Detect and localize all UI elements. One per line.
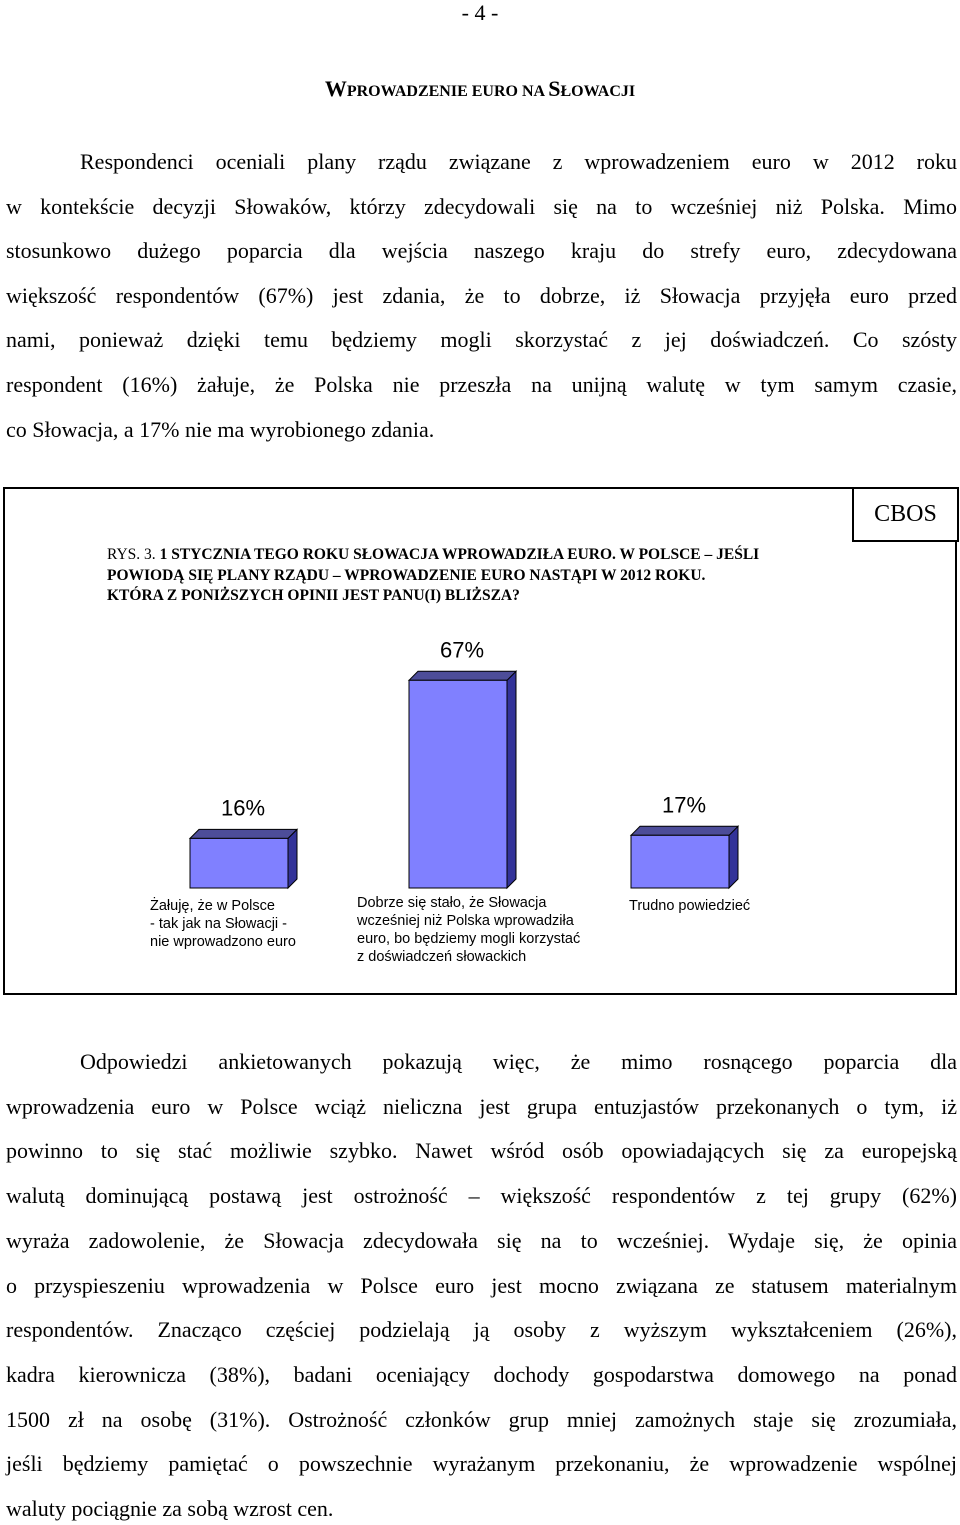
bar-top [409, 671, 516, 680]
bar [409, 680, 507, 888]
paragraph-line: w kontekście decyzji Słowaków, którzy zdecydowali się na to wcześniej niż Polska. Mimo [6, 193, 957, 219]
section-title-part-2: ŁOWACJI [560, 83, 636, 100]
paragraph-line: 1500 zł na osobę (31%). Ostrożność członków grup mniej zamożnych staje się zrozumiała, [6, 1406, 957, 1432]
chart-caption-label: RYS. 3. [107, 546, 156, 563]
paragraph-line: wyraża zadowolenie, że Słowacja zdecydowała się na to wcześniej. Wydaje się, że opinia [6, 1227, 957, 1253]
paragraph-line: jeśli będziemy pamiętać o powszechnie wyrażanym przekonaniu, że wprowadzenie wspólnej [6, 1451, 957, 1477]
category-label-line: Żałuję, że w Polsce [150, 898, 275, 914]
chart-caption-line: KTÓRA Z PONIŻSZYCH OPINII JEST PANU(I) BLIŻSZA? [107, 587, 520, 604]
bar [190, 838, 288, 888]
paragraph-line: Respondenci oceniali plany rządu związane z wprowadzeniem euro w 2012 roku [80, 149, 957, 174]
category-label-line: euro, bo będziemy mogli korzystać [357, 931, 581, 947]
paragraph-line: waluty pociągnie za sobą wzrost cen. [6, 1496, 334, 1522]
page-number: - 4 - [461, 0, 499, 25]
paragraph-line: Odpowiedzi ankietowanych pokazują więc, że mimo rosnącego poparcia dla [80, 1049, 957, 1074]
category-label-line: - tak jak na Słowacji - [150, 916, 287, 932]
chart-caption-line: POWIODĄ SIĘ PLANY RZĄDU – WPROWADZENIE EURO NASTĄPI W 2012 ROKU. [107, 566, 706, 584]
paragraph-line: nami, ponieważ dzięki temu będziemy mogli skorzystać z jej doświadczeń. Co szósty [6, 327, 957, 353]
category-label-line: nie wprowadzono euro [150, 934, 296, 950]
paragraph-line: większość respondentów (67%) jest zdania, że to dobrze, iż Słowacja przyjęła euro przed [6, 282, 957, 308]
bar-side [507, 671, 516, 888]
paragraph-line: o przyspieszeniu wprowadzenia w Polsce euro jest mocno związana ze statusem materialnym [6, 1272, 957, 1298]
bar-value-label: 16% [220, 795, 266, 821]
category-label [357, 894, 580, 966]
chart-source-badge: CBOS [852, 487, 959, 542]
bar [631, 835, 729, 888]
category-label-line: wcześniej niż Polska wprowadziła [357, 913, 574, 929]
paragraph-line: kadra kierownicza (38%), badani oceniający dochody gospodarstwa domowego na ponad [6, 1361, 957, 1387]
paragraph-line: respondent (16%) żałuje, że Polska nie przeszła na unijną walutę w tym samym czasie, [6, 371, 957, 397]
category-label-line: z doświadczeń słowackich [357, 949, 527, 965]
paragraph-line: walutą dominującą postawą jest ostrożność – większość respondentów z tej grupy (62%) [6, 1183, 957, 1209]
bar-top [190, 829, 297, 838]
bar-value-label: 17% [661, 792, 707, 818]
paragraph-line: powinno to się stać możliwie szybko. Nawet wśród osób opowiadających się za europejską [6, 1138, 957, 1164]
section-title-initial-1: W [324, 76, 347, 101]
category-label [629, 897, 750, 915]
paragraph-line: stosunkowo dużego poparcia dla wejścia naszego kraju do strefy euro, zdecydowana [6, 238, 957, 264]
chart-caption-line: 1 STYCZNIA TEGO ROKU SŁOWACJA WPROWADZIŁA EURO. W POLSCE – JEŚLI [159, 546, 760, 563]
bar-side [288, 829, 297, 888]
paragraph-line: wprowadzenia euro w Polsce wciąż nieliczna jest grupa entuzjastów przekonanych o tym, iż [6, 1093, 957, 1119]
category-label-line: Trudno powiedzieć [629, 898, 751, 914]
paragraph-conclusion [6, 1040, 957, 1525]
paragraph-line: respondentów. Znacząco częściej podzielają ją osoby z wyższym wykształceniem (26%), [6, 1317, 957, 1343]
bar-top [631, 826, 738, 835]
paragraph-line: co Słowacja, a 17% nie ma wyrobionego zdania. [6, 416, 435, 442]
section-title-part-1: PROWADZENIE EURO NA [346, 83, 549, 100]
category-label [150, 897, 296, 951]
bar-value-label: 67% [439, 637, 485, 663]
bar-side [729, 826, 738, 888]
category-label-line: Dobrze się stało, że Słowacja [357, 895, 547, 911]
section-title-initial-2: S [548, 76, 561, 101]
